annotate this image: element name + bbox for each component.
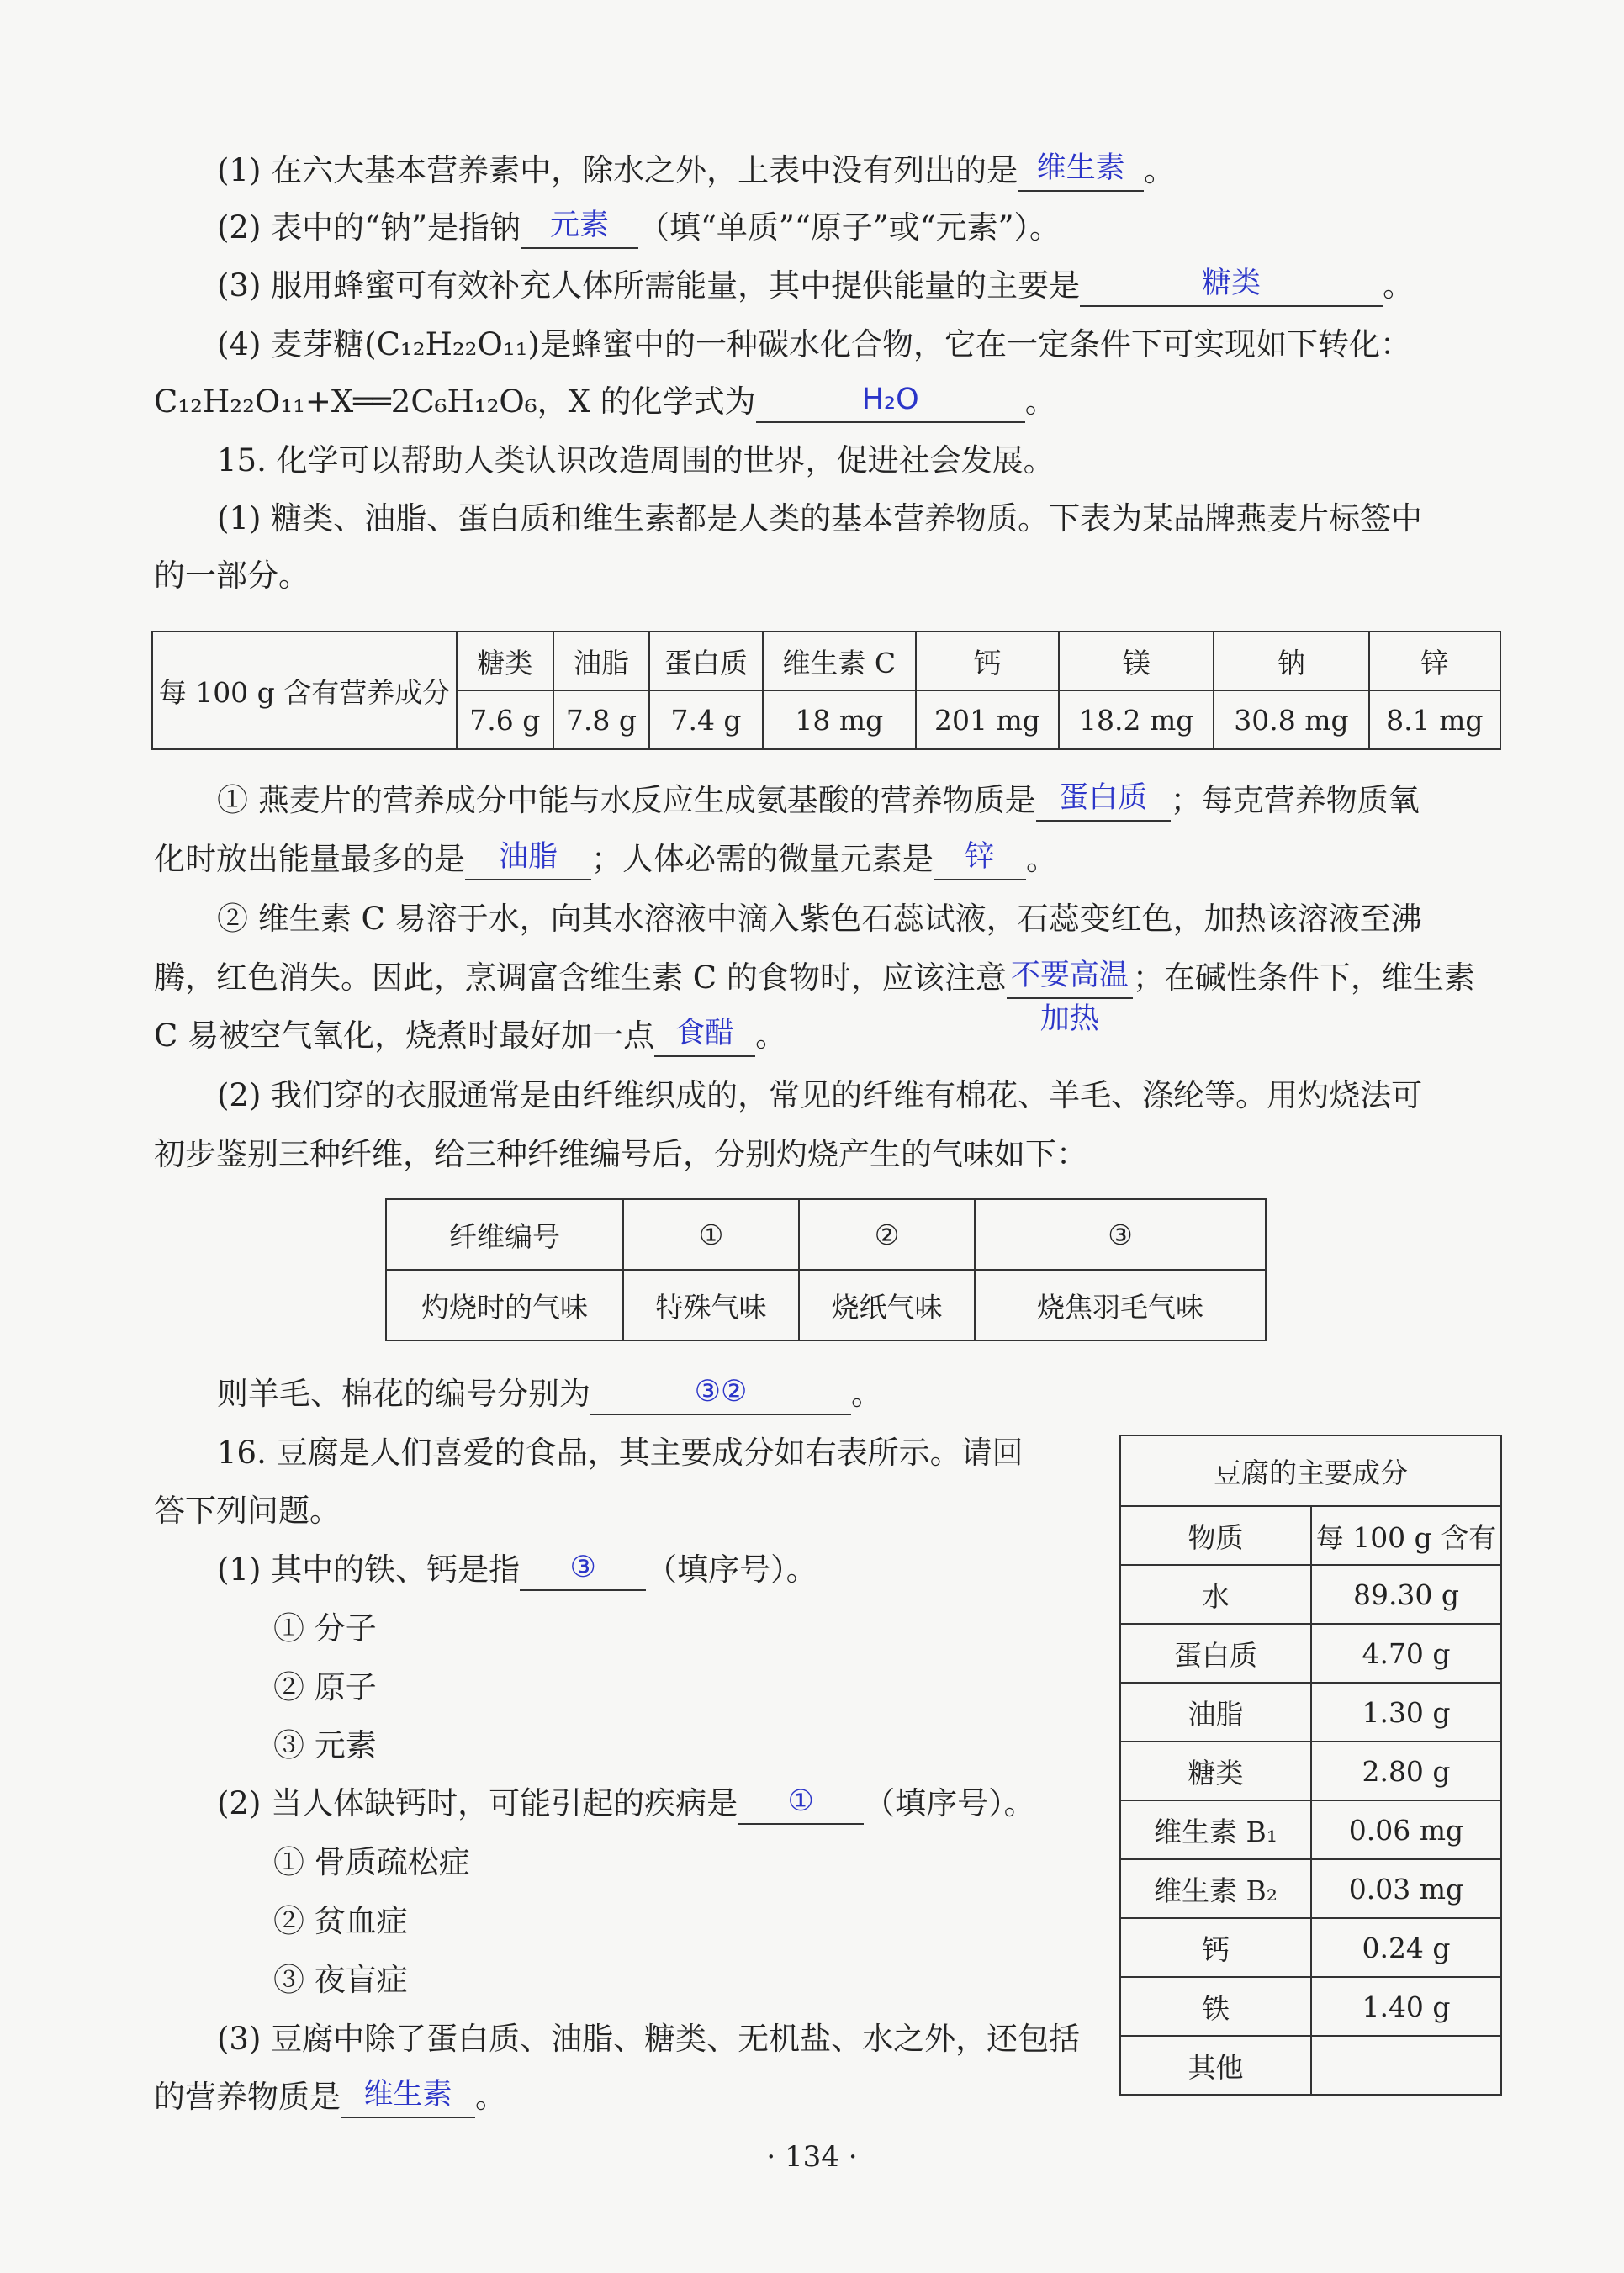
table-cell: 89.30 g [1311, 1565, 1501, 1624]
table-header: 钠 [1214, 632, 1368, 690]
table-cell: 特殊气味 [623, 1270, 799, 1340]
table-header: 锌 [1369, 632, 1500, 690]
table-cell: 8.1 mg [1369, 690, 1500, 749]
q16-stem-line2: 答下列问题。 [154, 1493, 341, 1529]
q16-part2: (2) 当人体缺钙时，可能引起的疾病是 ① （填序号）。 [217, 1783, 1100, 1825]
answer-blank [934, 842, 1026, 880]
table-cell: 油脂 [1120, 1683, 1311, 1742]
table-header: ② [799, 1199, 975, 1270]
table-cell [1311, 2036, 1501, 2095]
q16-option: ① 骨质疏松症 [273, 1844, 470, 1880]
q15-sub2-line2: 腾，红色消失。因此，烹调富含维生素 C 的食物时，应该注意 不要高温 加热 ；在碱性条件下，维生素 [154, 959, 1475, 1036]
table-cell: 18.2 mg [1059, 690, 1214, 749]
q16-part3-line2: 的营养物质是 维生素 。 [154, 2076, 1037, 2118]
handwritten-answer: 不要高温 [1010, 959, 1129, 992]
answer-blank [1080, 268, 1383, 307]
table-cell: 其他 [1120, 2036, 1311, 2095]
table-header: 物质 [1120, 1506, 1311, 1565]
handwritten-answer: 维生素 [363, 2078, 452, 2112]
table-header: 糖类 [457, 632, 553, 690]
table-cell: 4.70 g [1311, 1624, 1501, 1683]
handwritten-answer: ③② [694, 1375, 748, 1409]
q15-sub2-line1: ② 维生素 C 易溶于水，向其水溶液中滴入紫色石蕊试液，石蕊变红色，加热该溶液至沸 [217, 901, 1422, 937]
q16-part1: (1) 其中的铁、钙是指 ③ （填序号）。 [217, 1549, 1100, 1591]
table-cell: 钙 [1120, 1918, 1311, 1977]
answer-blank [1036, 783, 1171, 822]
q15-part1-line2: 的一部分。 [154, 558, 309, 594]
answer-blank [756, 384, 1025, 423]
table-cell: 1.40 g [1311, 1977, 1501, 2036]
table-cell: 7.6 g [457, 690, 553, 749]
q15-stem: 15. 化学可以帮助人类认识改造周围的世界，促进社会发展。 [217, 442, 1055, 478]
q15-sub1-line1: ① 燕麦片的营养成分中能与水反应生成氨基酸的营养物质是 蛋白质 ；每克营养物质氧 [217, 780, 1563, 822]
handwritten-answer: 维生素 [1036, 151, 1125, 185]
q15-part2-line2: 初步鉴别三种纤维，给三种纤维编号后，分别灼烧产生的气味如下： [154, 1136, 1087, 1172]
q15-sub1-line2: 化时放出能量最多的是 油脂 ；人体必需的微量元素是 锌 。 [154, 838, 1500, 880]
table-cell: 7.4 g [649, 690, 762, 749]
table-header: 钙 [916, 632, 1059, 690]
q15-part2-line1: (2) 我们穿的衣服通常是由纤维织成的，常见的纤维有棉花、羊毛、涤纶等。用灼烧法可 [217, 1077, 1423, 1113]
table-header: 每 100 g 含有 [1311, 1506, 1501, 1565]
q14-part2: (2) 表中的“钠”是指钠 元素 （填“单质”“原子”或“元素”）。 [217, 207, 1563, 249]
q16-option: ③ 元素 [273, 1727, 377, 1763]
table-header: ③ [975, 1199, 1266, 1270]
q16-option: ② 贫血症 [273, 1903, 408, 1939]
handwritten-answer: 加热 [1039, 1002, 1099, 1036]
q16-option: ② 原子 [273, 1669, 377, 1705]
handwritten-answer: 元素 [550, 209, 610, 242]
handwritten-answer: H₂O [861, 383, 919, 416]
table-header: 油脂 [553, 632, 650, 690]
q16-stem-line1: 16. 豆腐是人们喜爱的食品，其主要成分如右表所示。请回 [217, 1435, 1024, 1471]
table-cell: 7.8 g [553, 690, 650, 749]
table-header: 维生素 C [763, 632, 916, 690]
table-cell: 蛋白质 [1120, 1624, 1311, 1683]
table-cell: 0.03 mg [1311, 1859, 1501, 1918]
handwritten-answer: 糖类 [1202, 267, 1262, 300]
table-cell: 30.8 mg [1214, 690, 1368, 749]
q15-part2-question: 则羊毛、棉花的编号分别为 ③② 。 [217, 1373, 1563, 1415]
handwritten-answer: 蛋白质 [1059, 781, 1148, 815]
q16-part3-line1: (3) 豆腐中除了蛋白质、油脂、糖类、无机盐、水之外，还包括 [217, 2021, 1081, 2057]
table-header: ① [623, 1199, 799, 1270]
table-cell: 烧纸气味 [799, 1270, 975, 1340]
table-cell: 灼烧时的气味 [386, 1270, 623, 1340]
answer-blank [590, 1377, 851, 1415]
answer-blank [654, 1018, 755, 1057]
table-cell: 201 mg [916, 690, 1059, 749]
row-label: 每 100 g 含有营养成分 [152, 632, 457, 749]
tofu-table [1119, 1435, 1502, 2096]
table-cell: 维生素 B₁ [1120, 1800, 1311, 1859]
table-header: 镁 [1059, 632, 1214, 690]
table-cell: 0.24 g [1311, 1918, 1501, 1977]
table-title: 豆腐的主要成分 [1120, 1435, 1501, 1506]
handwritten-answer: ① [787, 1784, 814, 1818]
q16-option: ③ 夜盲症 [273, 1962, 408, 1998]
table-cell: 烧焦羽毛气味 [975, 1270, 1266, 1340]
table-cell: 糖类 [1120, 1742, 1311, 1800]
table-cell: 2.80 g [1311, 1742, 1501, 1800]
table-header: 蛋白质 [649, 632, 762, 690]
table-cell: 1.30 g [1311, 1683, 1501, 1742]
fiber-table [385, 1198, 1267, 1341]
q14-part1: (1) 在六大基本营养素中，除水之外，上表中没有列出的是 维生素 。 [217, 150, 1563, 192]
handwritten-answer: 油脂 [498, 840, 558, 874]
q14-part4-line1: (4) 麦芽糖(C₁₂H₂₂O₁₁)是蜂蜜中的一种碳水化合物，它在一定条件下可实现如下转化： [217, 326, 1411, 362]
q14-part3: (3) 服用蜂蜜可有效补充人体所需能量，其中提供能量的主要是 糖类 。 [217, 265, 1563, 307]
answer-blank [341, 2080, 475, 2118]
answer-blank [465, 842, 591, 880]
oat-nutrition-table [151, 631, 1501, 750]
handwritten-answer: ③ [569, 1551, 596, 1584]
table-cell: 18 mg [763, 690, 916, 749]
table-cell: 0.06 mg [1311, 1800, 1501, 1859]
q14-part4-line2: C₁₂H₂₂O₁₁+X══2C₆H₁₂O₆，X 的化学式为 H₂O 。 [154, 381, 1500, 423]
handwritten-answer: 锌 [965, 840, 995, 874]
answer-blank [521, 210, 638, 249]
table-cell: 维生素 B₂ [1120, 1859, 1311, 1918]
page-number: · 134 · [766, 2140, 858, 2174]
answer-blank [1007, 959, 1133, 1036]
table-cell: 铁 [1120, 1977, 1311, 2036]
handwritten-answer: 食醋 [675, 1017, 735, 1050]
answer-blank [738, 1786, 864, 1825]
q15-sub2-line3: C 易被空气氧化，烧煮时最好加一点 食醋 。 [154, 1015, 1500, 1057]
answer-blank [1018, 153, 1144, 192]
table-cell: 水 [1120, 1565, 1311, 1624]
table-header: 纤维编号 [386, 1199, 623, 1270]
q15-part1-line1: (1) 糖类、油脂、蛋白质和维生素都是人类的基本营养物质。下表为某品牌燕麦片标签中 [217, 500, 1423, 537]
q16-option: ① 分子 [273, 1610, 377, 1647]
answer-blank [520, 1552, 646, 1591]
